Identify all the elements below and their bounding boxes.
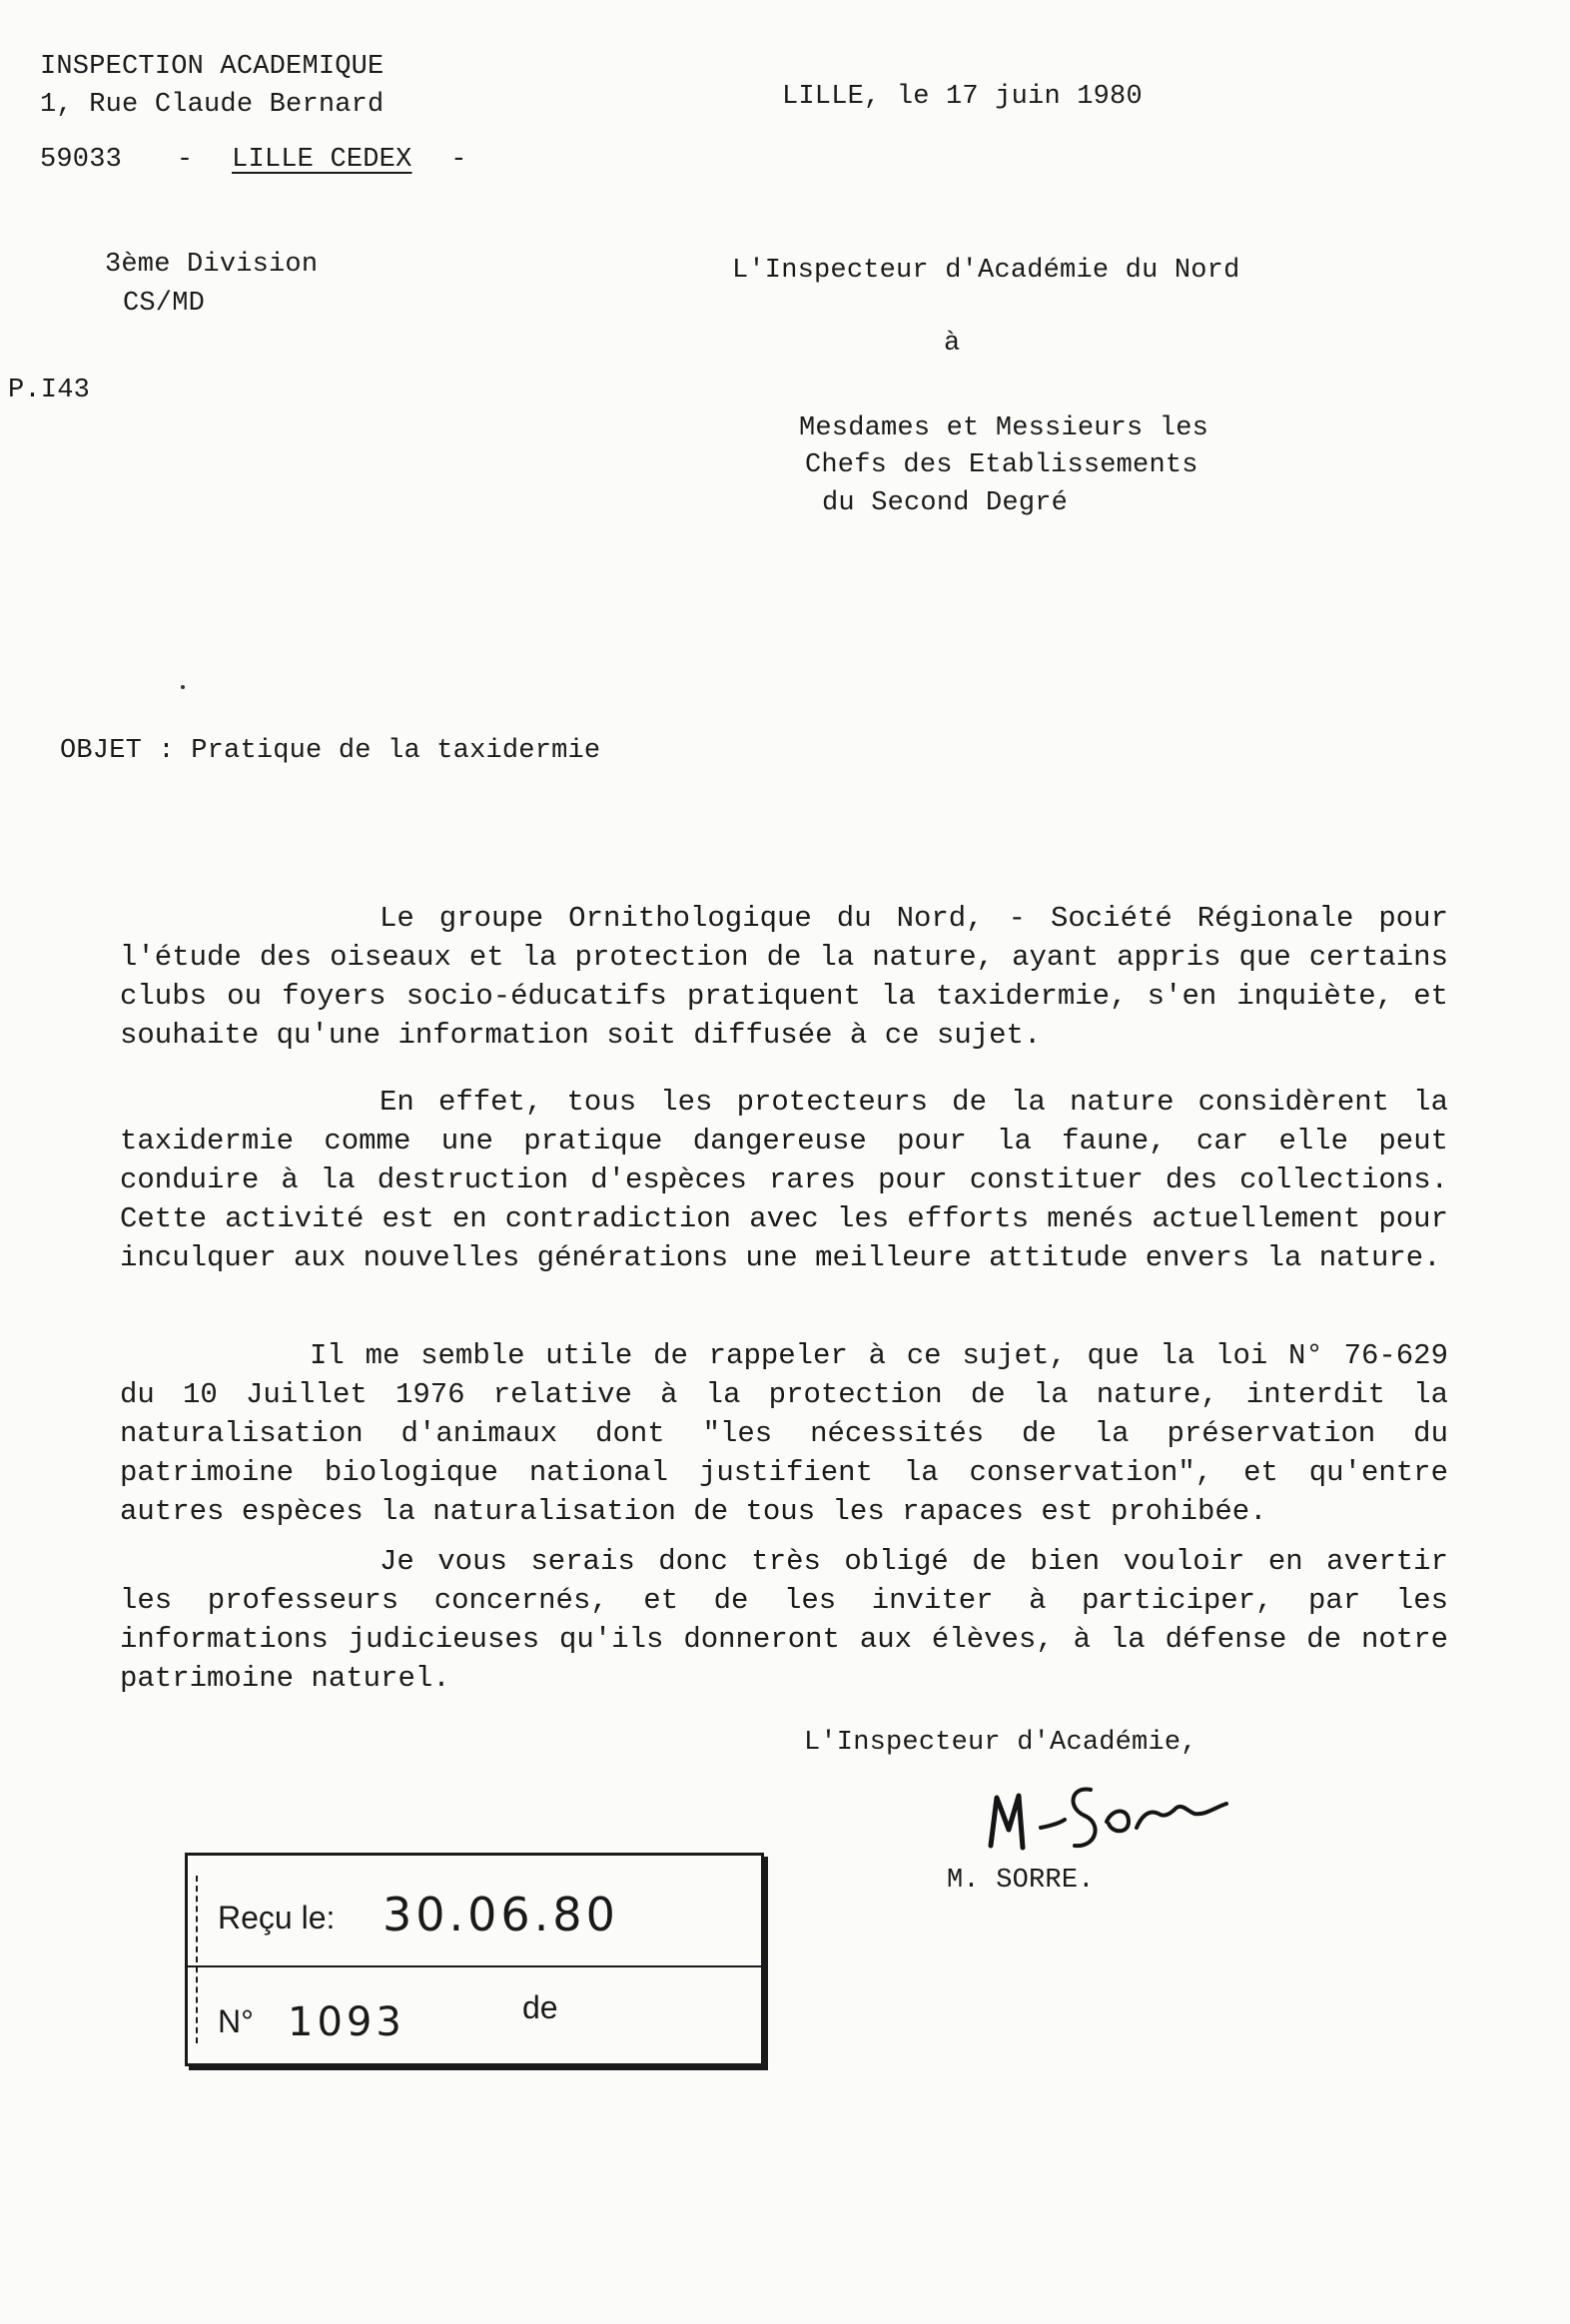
subject-text: Pratique de la taxidermie: [191, 736, 601, 766]
ink-dot: [181, 685, 185, 689]
received-stamp: [185, 1853, 764, 2066]
stamp-number-value: 1093: [288, 1999, 405, 2045]
paragraph-2-text: En effet, tous les protecteurs de la nature considèrent la taxidermie comme une pratique dangereuse pour la faune, car elle peut conduire à la destruction d'espèces rares pour constituer des collections. Cette activité est en contradiction avec les efforts menés actuellement pour inculquer aux nouvelles générations une meilleure attitude envers la nature.: [120, 1086, 1448, 1274]
stamp-received-label: Reçu le:: [218, 1900, 336, 1936]
reference-number: P.I43: [8, 376, 91, 405]
sender-institution: INSPECTION ACADEMIQUE: [40, 52, 385, 82]
to-word: à: [944, 329, 961, 359]
stamp-received-date: 30.06.80: [383, 1888, 619, 1941]
sender-title: L'Inspecteur d'Académie du Nord: [732, 256, 1240, 286]
body-paragraph-3: [120, 1336, 1448, 1531]
signatory-name: M. SORRE.: [947, 1866, 1095, 1896]
stamp-de-label: de: [522, 1989, 558, 2025]
recipients-line-2: Chefs des Etablissements: [805, 450, 1198, 480]
sender-postal-code: 59033: [40, 145, 123, 175]
place-date: LILLE, le 17 juin 1980: [782, 82, 1143, 112]
body-paragraph-4: [120, 1542, 1448, 1698]
subject-label: OBJET :: [60, 736, 175, 766]
signature-title: L'Inspecteur d'Académie,: [804, 1728, 1197, 1758]
sender-city-line: [40, 143, 467, 177]
body-paragraph-1: [120, 899, 1448, 1055]
sender-dash-left: -: [176, 145, 194, 175]
stamp-inner-rule: [196, 1876, 198, 2043]
sender-street: 1, Rue Claude Bernard: [40, 90, 385, 120]
body-paragraph-2: [120, 1083, 1448, 1277]
sender-dash-right: -: [450, 145, 467, 175]
paragraph-3-text: Il me semble utile de rappeler à ce sujet, que la loi N° 76-629 du 10 Juillet 1976 relative à la protection de la nature, interdit la naturalisation d'animaux dont "les nécessités de la préservation du patrimoine biologique national justifient la conservation", et qu'entre autres espèces la naturalisation de tous les rapaces est prohibée.: [120, 1339, 1448, 1528]
recipients-line-1: Mesdames et Messieurs les: [799, 413, 1209, 443]
paragraph-4-text: Je vous serais donc très obligé de bien vouloir en avertir les professeurs concernés, et de les inviter à participer, par les informations judicieuses qu'ils donneront aux élèves, à la défense de notre patrimoine naturel.: [120, 1545, 1448, 1695]
division-name: 3ème Division: [105, 250, 319, 280]
division-code: CS/MD: [123, 289, 206, 319]
recipients-line-3: du Second Degré: [822, 488, 1069, 518]
paragraph-1-text: Le groupe Ornithologique du Nord, - Société Régionale pour l'étude des oiseaux et la protection de la nature, ayant appris que certains clubs ou foyers socio-éducatifs pratiquent la taxidermie, s'en inquiète, et souhaite qu'une information soit diffusée à ce sujet.: [120, 902, 1448, 1052]
subject-line: [60, 734, 600, 768]
stamp-divider: [188, 1965, 761, 1967]
stamp-number-label: N°: [218, 2003, 254, 2039]
sender-city: LILLE CEDEX: [232, 145, 412, 175]
handwritten-signature: [979, 1768, 1238, 1858]
